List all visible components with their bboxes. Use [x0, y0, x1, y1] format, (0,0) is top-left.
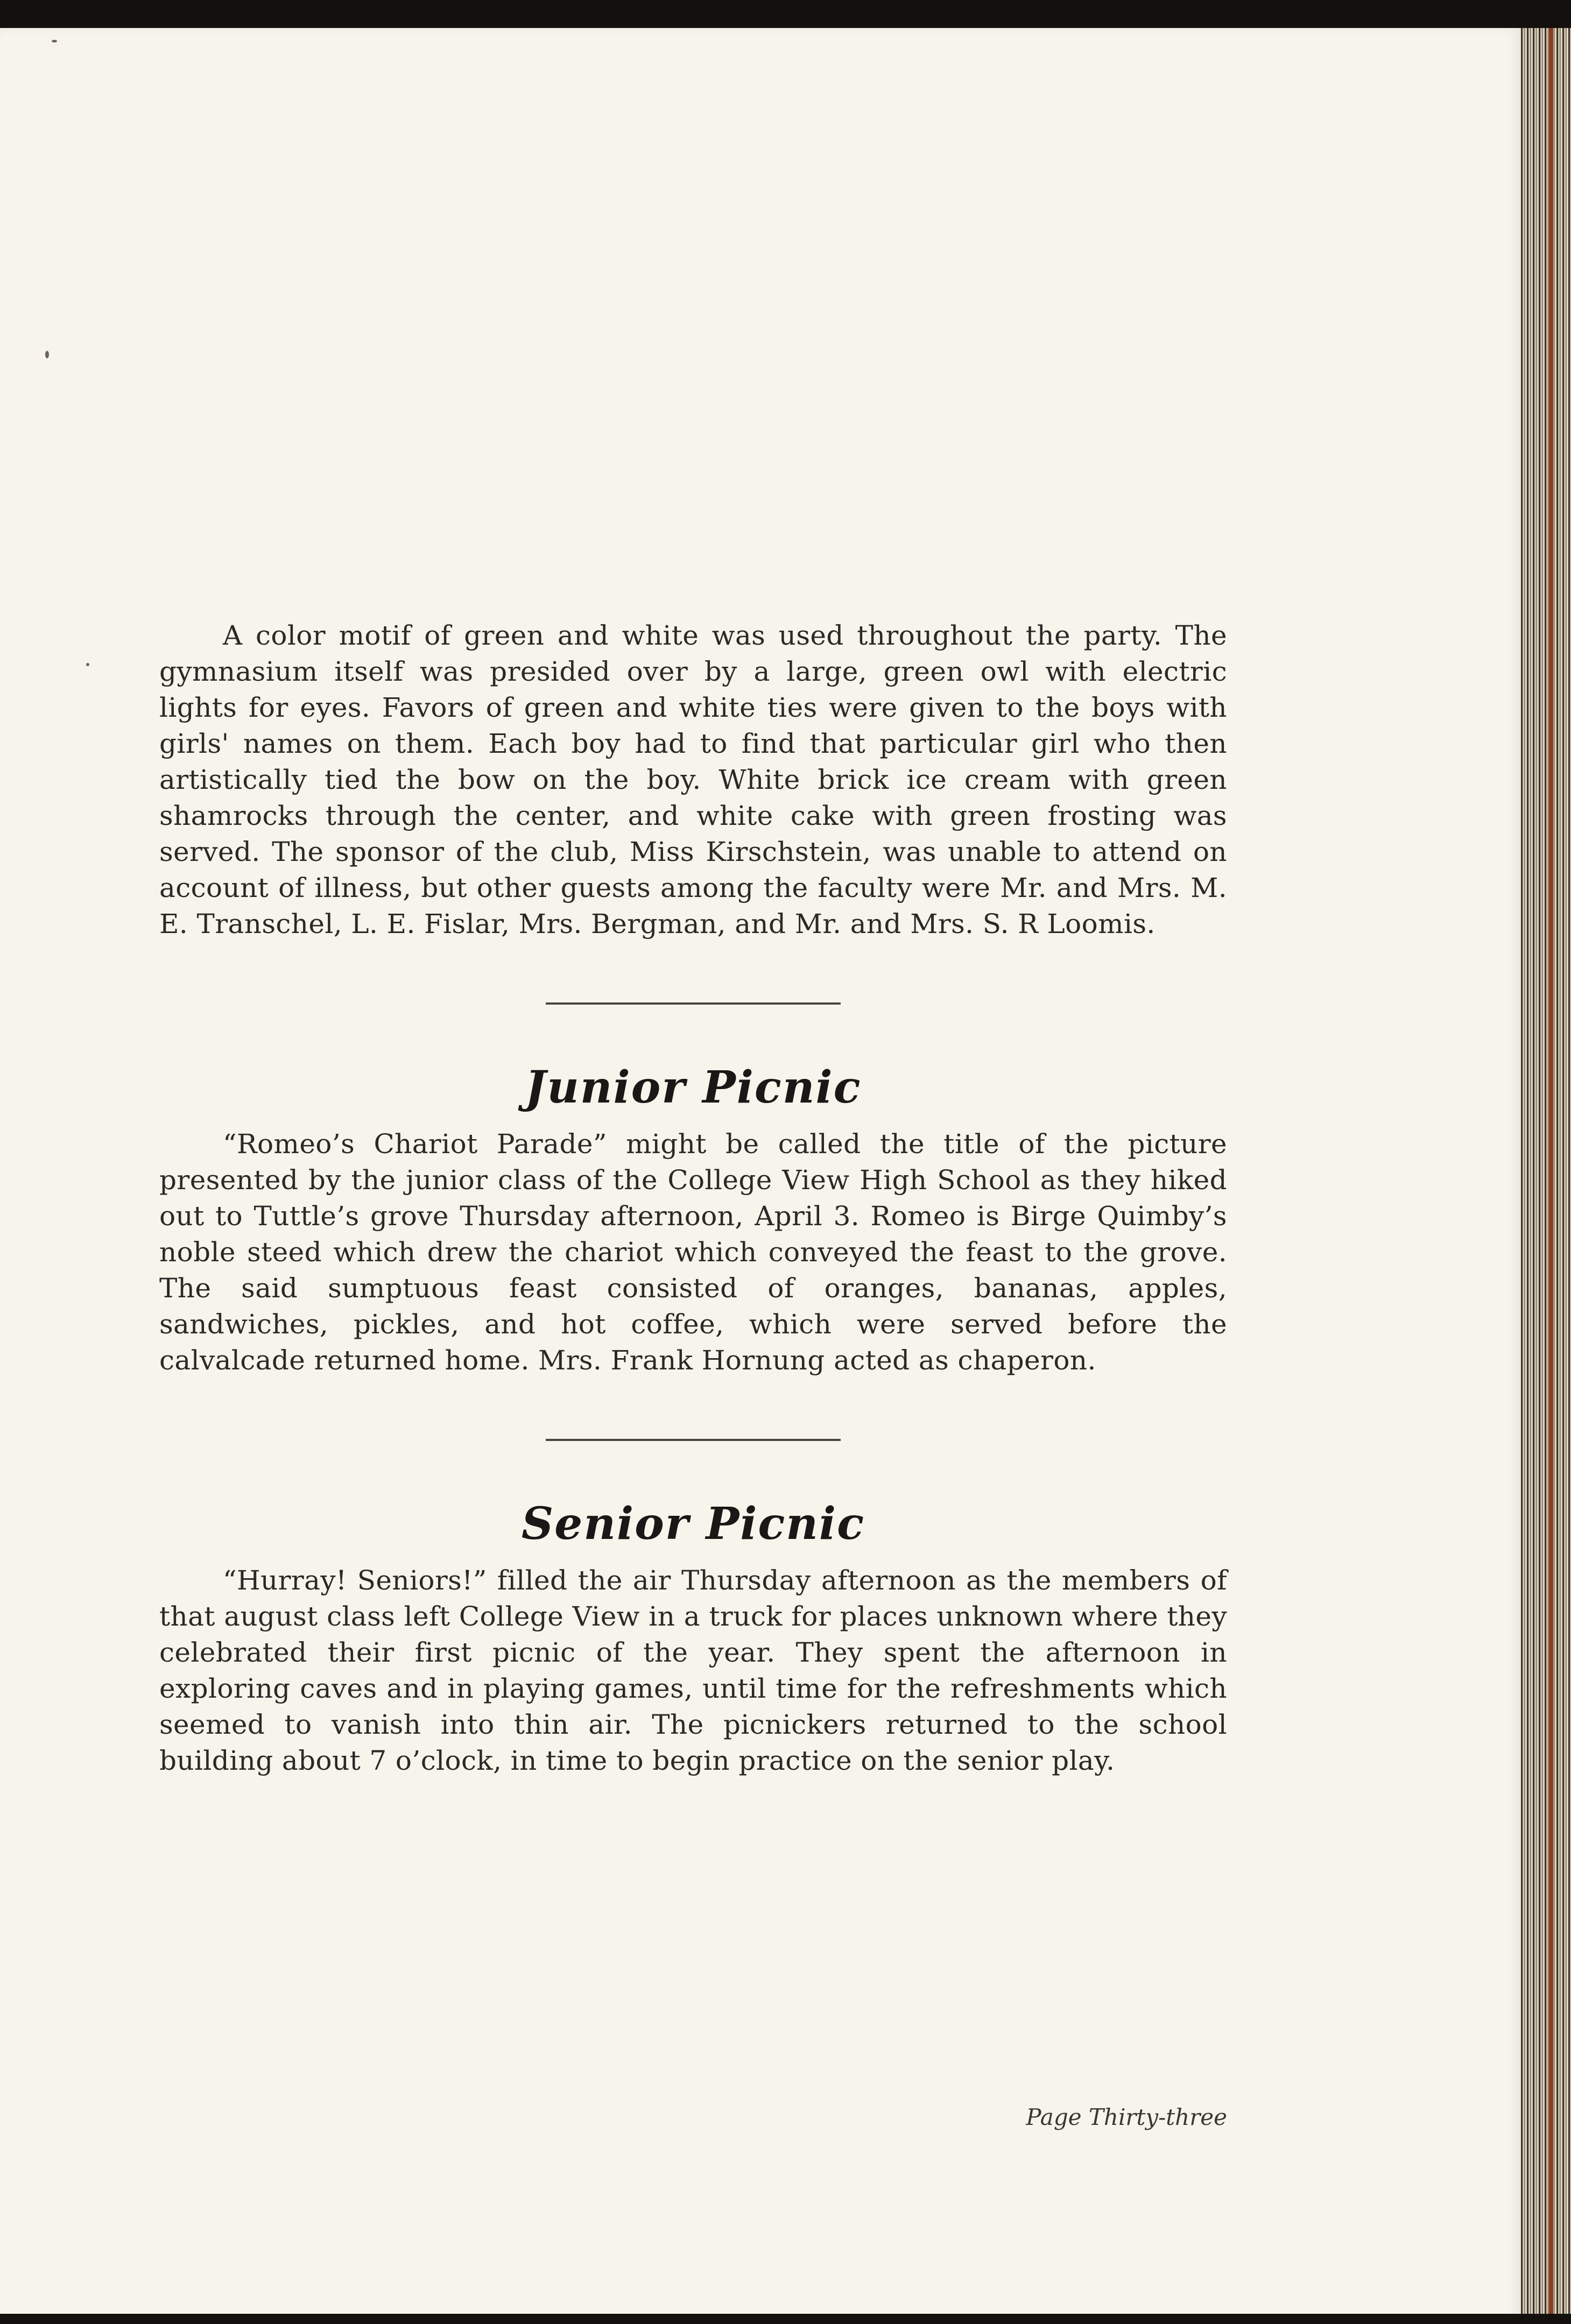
page-edge-stain: [1549, 28, 1553, 2324]
senior-picnic-heading: Senior Picnic: [521, 1498, 865, 1550]
scan-speck: [45, 351, 49, 358]
scan-speck: [86, 663, 89, 666]
scan-speck: [52, 40, 57, 43]
page-content: [159, 618, 1227, 1779]
section-divider: [546, 1002, 841, 1005]
senior-picnic-paragraph: “Hurray! Seniors!” filled the air Thursday afternoon as the members of that august class left College View in a truck for places unknown where they celebrated their first picnic of the year. They spent the afternoon in exploring caves and in playing games, until time for the refreshments which seemed to vanish into thin air. The picnickers returned to the school building about 7 o’clock, in time to begin practice on the senior play.: [159, 1565, 1227, 1776]
junior-picnic-paragraph: “Romeo’s Chariot Parade” might be called the title of the picture presented by the junior class of the College View High School as they hiked out to Tuttle’s grove Thursday afternoon, April 3. Romeo is Birge Quimby’s noble steed which drew the chariot which conveyed the feast to the grove. The said sumptuous feast consisted of oranges, bananas, apples, sandwiches, pickles, and hot coffee, which were served before the calvalcade returned home. Mrs. Frank Hornung acted as chaperon.: [159, 1128, 1227, 1376]
page-stack-edges: [1521, 28, 1571, 2324]
page-number: Page Thirty-three: [1026, 2104, 1227, 2130]
scan-bottom-edge: [0, 2314, 1571, 2324]
junior-picnic-heading: Junior Picnic: [525, 1062, 862, 1113]
section-divider: [546, 1439, 841, 1441]
scan-top-edge: [0, 0, 1571, 31]
party-paragraph: A color motif of green and white was used throughout the party. The gymnasium itself was presided over by a large, green owl with electric lights for eyes. Favors of green and white ties were given to the boys with girls' names on them. Each boy had to find that particular girl who then artistically tied the bow on the boy. White brick ice cream with green shamrocks through the center, and white cake with green frosting was served. The sponsor of the club, Miss Kirschstein, was unable to attend on account of illness, but other guests among the faculty were Mr. and Mrs. M. E. Transchel, L. E. Fislar, Mrs. Bergman, and Mr. and Mrs. S. R Loomis.: [159, 620, 1227, 940]
